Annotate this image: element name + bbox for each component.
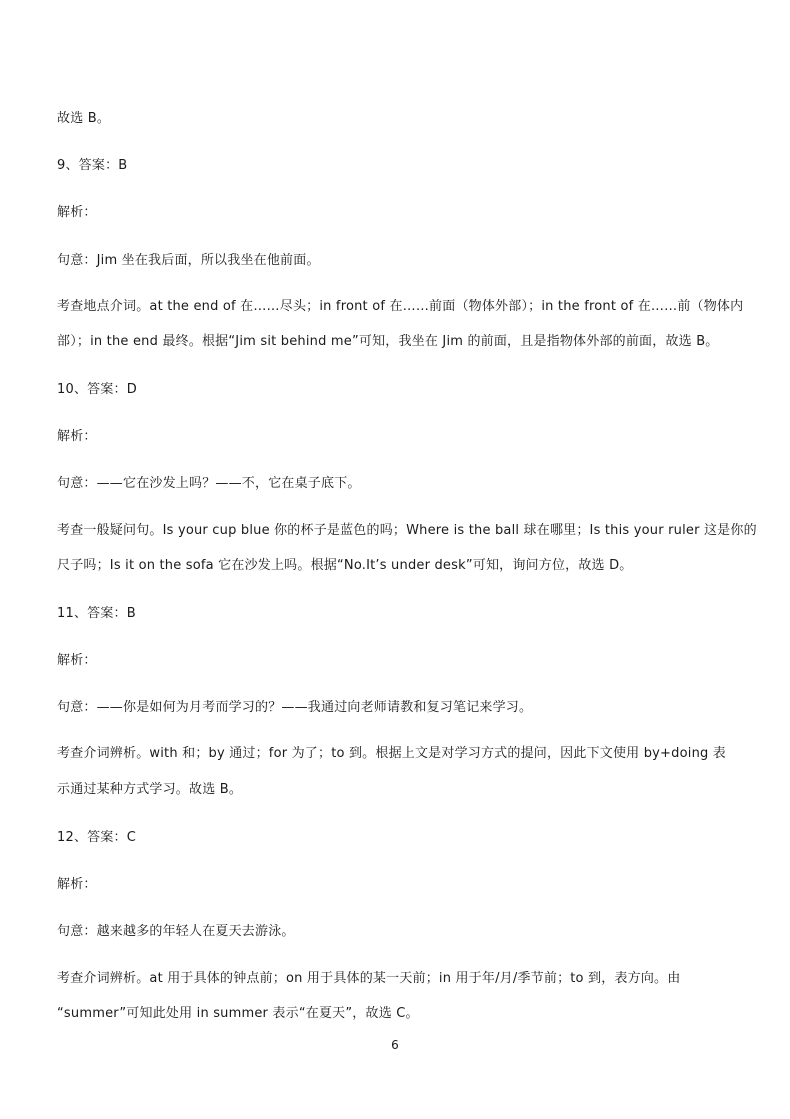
analysis-label: 解析： xyxy=(57,877,97,892)
answer-heading-12: 12、答案：C xyxy=(57,830,137,845)
sentence-meaning: 句意：越来越多的年轻人在夏天去游泳。 xyxy=(57,924,295,939)
analysis-label: 解析： xyxy=(57,429,97,444)
explanation-line: 尺子吗；Is it on the sofa 它在沙发上吗。根据“No.It’s under desk”可知，询问方位，故选 D。 xyxy=(57,558,633,573)
analysis-label: 解析： xyxy=(57,205,97,220)
explanation-line: 考查介词辨析。at 用于具体的钟点前；on 用于具体的某一天前；in 用于年/月/季节前；to 到，表方向。由 xyxy=(57,971,681,986)
explanation-line: “summer”可知此处用 in summer 表示“在夏天”，故选 C。 xyxy=(57,1006,419,1021)
sentence-meaning: 句意：Jim 坐在我后面，所以我坐在他前面。 xyxy=(57,253,320,268)
explanation-line: 考查一般疑问句。Is your cup blue 你的杯子是蓝色的吗；Where is the ball 球在哪里；Is this your ruler 这是你的 xyxy=(57,523,757,538)
sentence-meaning: 句意：——它在沙发上吗？——不，它在桌子底下。 xyxy=(57,476,361,491)
text-line: 故选 B。 xyxy=(57,111,111,126)
page-number: 6 xyxy=(391,1038,399,1052)
explanation-line: 考查地点介词。at the end of 在……尽头；in front of 在……前面（物体外部）；in the front of 在……前（物体内 xyxy=(57,299,744,314)
answer-heading-10: 10、答案：D xyxy=(57,382,137,397)
answer-heading-9: 9、答案：B xyxy=(57,158,128,173)
analysis-label: 解析： xyxy=(57,653,97,668)
sentence-meaning: 句意：——你是如何为月考而学习的？——我通过向老师请教和复习笔记来学习。 xyxy=(57,700,533,715)
explanation-line: 示通过某种方式学习。故选 B。 xyxy=(57,782,243,797)
explanation-line: 考查介词辨析。with 和；by 通过；for 为了；to 到。根据上文是对学习方式的提问，因此下文使用 by+doing 表 xyxy=(57,746,726,761)
explanation-line: 部）；in the end 最终。根据“Jim sit behind me”可知，我坐在 Jim 的前面，且是指物体外部的前面，故选 B。 xyxy=(57,334,719,349)
answer-heading-11: 11、答案：B xyxy=(57,606,136,621)
